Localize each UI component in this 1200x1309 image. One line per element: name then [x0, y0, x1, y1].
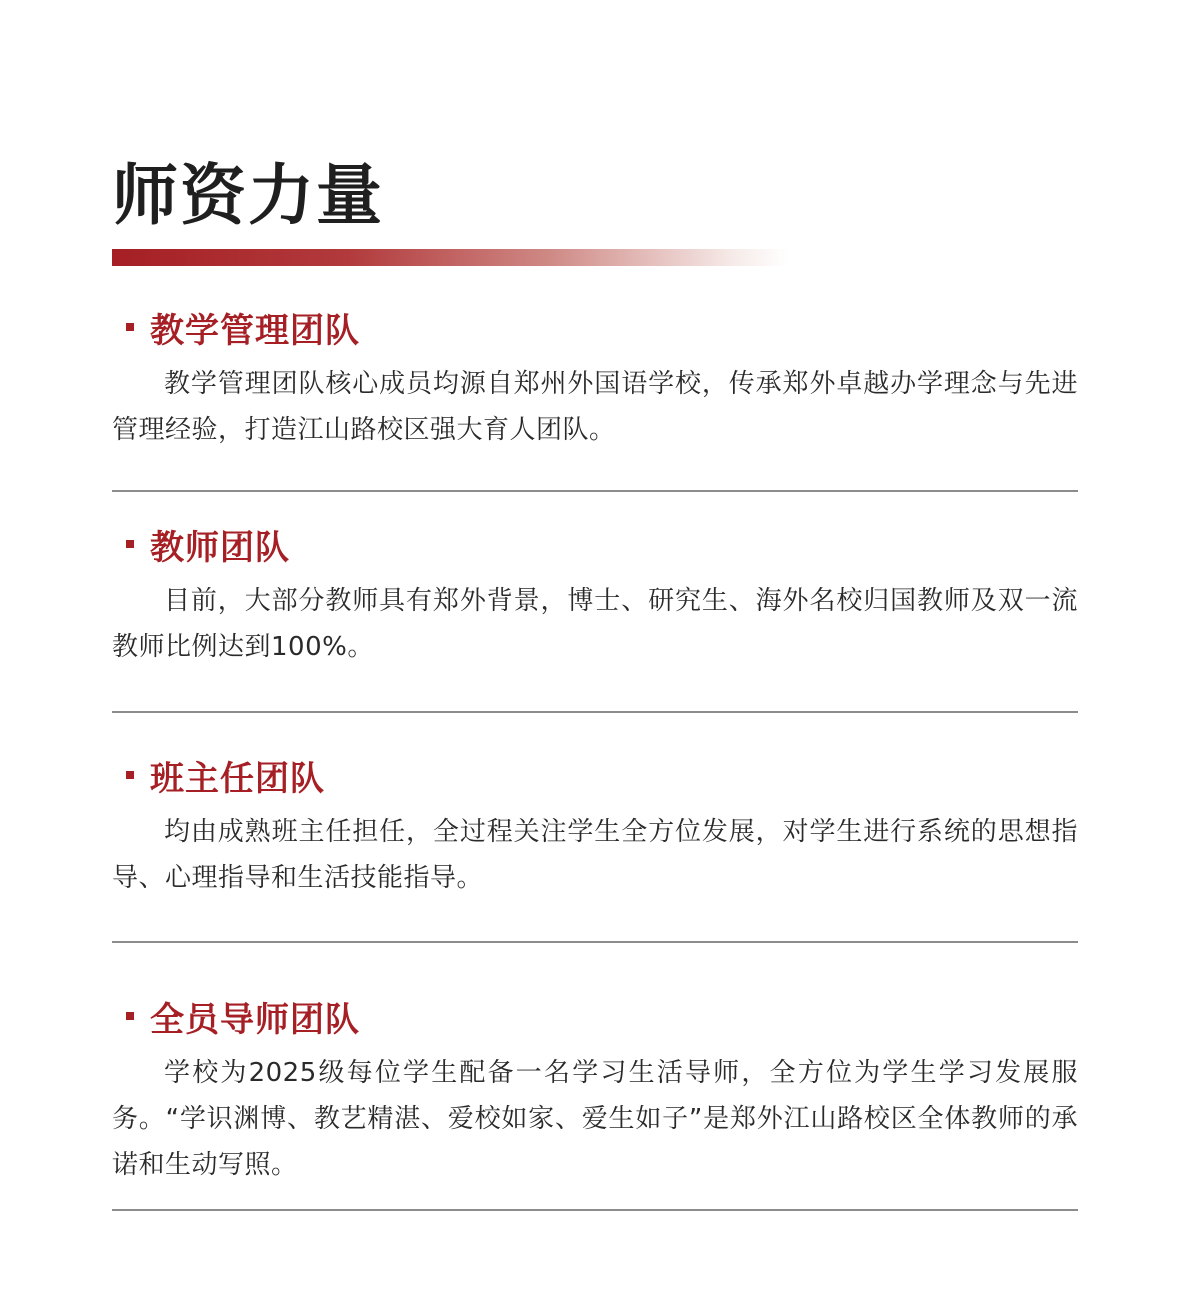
square-bullet-icon — [126, 540, 134, 548]
divider — [112, 1209, 1078, 1211]
section-body: 学校为2025级每位学生配备一名学习生活导师，全方位为学生学习发展服务。“学识渊博、教艺精湛、爱校如家、爱生如子”是郑外江山路校区全体教师的承诺和生动写照。 — [112, 1058, 1078, 1180]
title-underline-bar — [112, 249, 788, 266]
section-head-teachers — [112, 753, 1078, 901]
section-heading — [112, 994, 1078, 1038]
section-heading — [112, 305, 1078, 349]
section-heading-text: 教学管理团队 — [150, 310, 360, 351]
section-body: 目前，大部分教师具有郑外背景，博士、研究生、海外名校归国教师及双一流教师比例达到100%。 — [112, 586, 1078, 662]
divider — [112, 941, 1078, 943]
section-teaching-management — [112, 305, 1078, 453]
section-heading — [112, 753, 1078, 797]
section-heading-text: 教师团队 — [150, 527, 290, 568]
page-title: 师资力量 — [112, 157, 384, 234]
section-heading — [112, 522, 1078, 566]
divider — [112, 490, 1078, 492]
section-body: 均由成熟班主任担任，全过程关注学生全方位发展，对学生进行系统的思想指导、心理指导和生活技能指导。 — [112, 817, 1078, 893]
square-bullet-icon — [126, 771, 134, 779]
section-heading-text: 班主任团队 — [150, 758, 325, 799]
section-body: 教学管理团队核心成员均源自郑州外国语学校，传承郑外卓越办学理念与先进管理经验，打造江山路校区强大育人团队。 — [112, 369, 1078, 445]
square-bullet-icon — [126, 1012, 134, 1020]
square-bullet-icon — [126, 323, 134, 331]
section-teachers — [112, 522, 1078, 670]
section-heading-text: 全员导师团队 — [150, 999, 360, 1040]
divider — [112, 711, 1078, 713]
section-all-mentors — [112, 994, 1078, 1188]
